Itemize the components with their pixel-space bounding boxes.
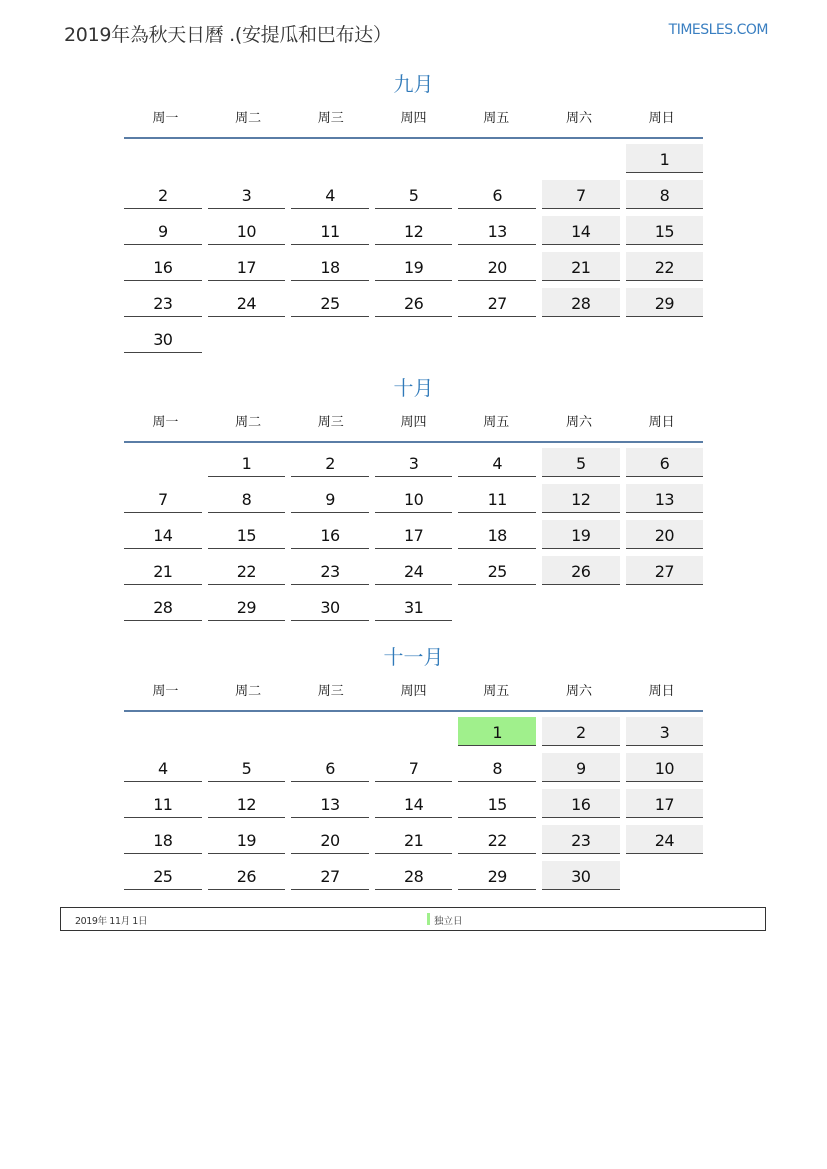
- day-cell: 16: [542, 789, 620, 818]
- day-cell: 21: [124, 556, 202, 585]
- day-cell: 20: [458, 252, 536, 281]
- day-cell: 1: [208, 448, 286, 477]
- day-cell: 15: [626, 216, 704, 245]
- day-cell: 7: [375, 753, 453, 782]
- weekday-label: 周三: [317, 684, 344, 699]
- empty-cell: [124, 144, 202, 173]
- day-cell: 14: [124, 520, 202, 549]
- empty-cell: [375, 717, 453, 746]
- weekday-header: [124, 411, 703, 443]
- day-cell: 24: [208, 288, 286, 317]
- day-cell: 5: [208, 753, 286, 782]
- day-cell: 30: [542, 861, 620, 890]
- day-cell: 4: [124, 753, 202, 782]
- month-title: 九月: [393, 72, 434, 96]
- day-cell: 15: [458, 789, 536, 818]
- brand-link[interactable]: TIMESLES.COM: [668, 22, 768, 38]
- weekday-label: 周日: [648, 111, 675, 126]
- empty-cell: [291, 144, 369, 173]
- day-cell: 3: [626, 717, 704, 746]
- day-cell: 17: [626, 789, 704, 818]
- day-cell: 8: [458, 753, 536, 782]
- day-cell: 9: [542, 753, 620, 782]
- day-cell: 23: [291, 556, 369, 585]
- day-cell: 26: [375, 288, 453, 317]
- day-cell: 27: [626, 556, 704, 585]
- calendar-grid: [124, 717, 703, 897]
- day-cell: 2: [542, 717, 620, 746]
- day-cell: 13: [626, 484, 704, 513]
- day-cell: 19: [208, 825, 286, 854]
- day-cell: 25: [458, 556, 536, 585]
- day-cell: 3: [208, 180, 286, 209]
- weekday-label: 周五: [483, 111, 510, 126]
- day-cell: 6: [291, 753, 369, 782]
- weekday-label: 周四: [400, 415, 427, 430]
- weekday-label: 周五: [483, 415, 510, 430]
- day-cell: 17: [208, 252, 286, 281]
- weekday-label: 周一: [152, 684, 179, 699]
- empty-cell: [291, 717, 369, 746]
- weekday-label: 周一: [152, 415, 179, 430]
- month-title: 十月: [393, 376, 434, 400]
- day-cell: 24: [626, 825, 704, 854]
- day-cell: 16: [124, 252, 202, 281]
- day-cell: 9: [124, 216, 202, 245]
- day-cell: 25: [124, 861, 202, 890]
- month-november: [124, 642, 703, 897]
- weekday-label: 周日: [648, 684, 675, 699]
- day-cell: 20: [626, 520, 704, 549]
- day-cell: 17: [375, 520, 453, 549]
- day-cell: 9: [291, 484, 369, 513]
- day-cell: 3: [375, 448, 453, 477]
- day-cell: 19: [375, 252, 453, 281]
- month-september: [124, 69, 703, 360]
- day-cell: 26: [208, 861, 286, 890]
- empty-cell: [458, 144, 536, 173]
- day-cell: 5: [542, 448, 620, 477]
- weekday-label: 周三: [317, 415, 344, 430]
- weekday-label: 周六: [565, 684, 592, 699]
- day-cell: 28: [124, 592, 202, 621]
- day-cell: 24: [375, 556, 453, 585]
- empty-cell: [124, 448, 202, 477]
- empty-cell: [208, 717, 286, 746]
- weekday-header: [124, 107, 703, 139]
- day-cell: 22: [458, 825, 536, 854]
- day-cell: 22: [208, 556, 286, 585]
- day-cell: 12: [542, 484, 620, 513]
- day-cell: 31: [375, 592, 453, 621]
- day-cell: 1: [626, 144, 704, 173]
- holiday-color-swatch: [427, 913, 430, 925]
- day-cell: 6: [458, 180, 536, 209]
- weekday-label: 周五: [483, 684, 510, 699]
- day-cell: 30: [291, 592, 369, 621]
- day-cell: 5: [375, 180, 453, 209]
- day-cell: 14: [542, 216, 620, 245]
- page-title: 2019年為秋天日曆 .(安提瓜和巴布达）: [64, 24, 392, 46]
- weekday-label: 周二: [235, 415, 262, 430]
- day-cell: 8: [208, 484, 286, 513]
- day-cell: 18: [291, 252, 369, 281]
- day-cell: 2: [124, 180, 202, 209]
- day-cell: 23: [124, 288, 202, 317]
- day-cell: 28: [542, 288, 620, 317]
- day-cell: 10: [626, 753, 704, 782]
- day-cell: 26: [542, 556, 620, 585]
- day-cell: 11: [291, 216, 369, 245]
- weekday-label: 周四: [400, 111, 427, 126]
- day-cell: 12: [208, 789, 286, 818]
- day-cell: 2: [291, 448, 369, 477]
- day-cell: 18: [458, 520, 536, 549]
- day-cell: 20: [291, 825, 369, 854]
- day-cell: 16: [291, 520, 369, 549]
- empty-cell: [208, 144, 286, 173]
- empty-cell: [375, 144, 453, 173]
- empty-cell: [542, 144, 620, 173]
- day-cell: 11: [124, 789, 202, 818]
- day-cell: 10: [375, 484, 453, 513]
- month-october: [124, 373, 703, 628]
- day-cell: 11: [458, 484, 536, 513]
- holiday-legend: [60, 907, 766, 931]
- day-cell: 30: [124, 324, 202, 353]
- day-cell: 13: [458, 216, 536, 245]
- day-cell: 4: [458, 448, 536, 477]
- day-cell: 29: [626, 288, 704, 317]
- day-cell: 6: [626, 448, 704, 477]
- weekday-label: 周二: [235, 684, 262, 699]
- day-cell: 8: [626, 180, 704, 209]
- weekday-label: 周六: [565, 415, 592, 430]
- day-cell: 22: [626, 252, 704, 281]
- day-cell: 13: [291, 789, 369, 818]
- day-cell: 27: [458, 288, 536, 317]
- day-cell: 27: [291, 861, 369, 890]
- day-cell: 19: [542, 520, 620, 549]
- weekday-label: 周三: [317, 111, 344, 126]
- weekday-label: 周日: [648, 415, 675, 430]
- day-cell: 7: [542, 180, 620, 209]
- day-cell: 29: [208, 592, 286, 621]
- weekday-label: 周一: [152, 111, 179, 126]
- day-cell: 25: [291, 288, 369, 317]
- empty-cell: [124, 717, 202, 746]
- weekday-header: [124, 680, 703, 712]
- day-cell: 12: [375, 216, 453, 245]
- page-header: [64, 18, 768, 48]
- day-cell: 23: [542, 825, 620, 854]
- holiday-day-cell: 1: [458, 717, 536, 746]
- day-cell: 4: [291, 180, 369, 209]
- day-cell: 10: [208, 216, 286, 245]
- weekday-label: 周六: [565, 111, 592, 126]
- calendar-grid: [124, 144, 703, 360]
- day-cell: 28: [375, 861, 453, 890]
- day-cell: 18: [124, 825, 202, 854]
- weekday-label: 周二: [235, 111, 262, 126]
- day-cell: 15: [208, 520, 286, 549]
- legend-date: 2019年 11月 1日: [75, 916, 148, 927]
- day-cell: 21: [375, 825, 453, 854]
- day-cell: 7: [124, 484, 202, 513]
- month-title: 十一月: [383, 645, 444, 669]
- day-cell: 29: [458, 861, 536, 890]
- legend-holiday-name: 独立日: [434, 916, 463, 927]
- weekday-label: 周四: [400, 684, 427, 699]
- day-cell: 21: [542, 252, 620, 281]
- day-cell: 14: [375, 789, 453, 818]
- calendar-grid: [124, 448, 703, 628]
